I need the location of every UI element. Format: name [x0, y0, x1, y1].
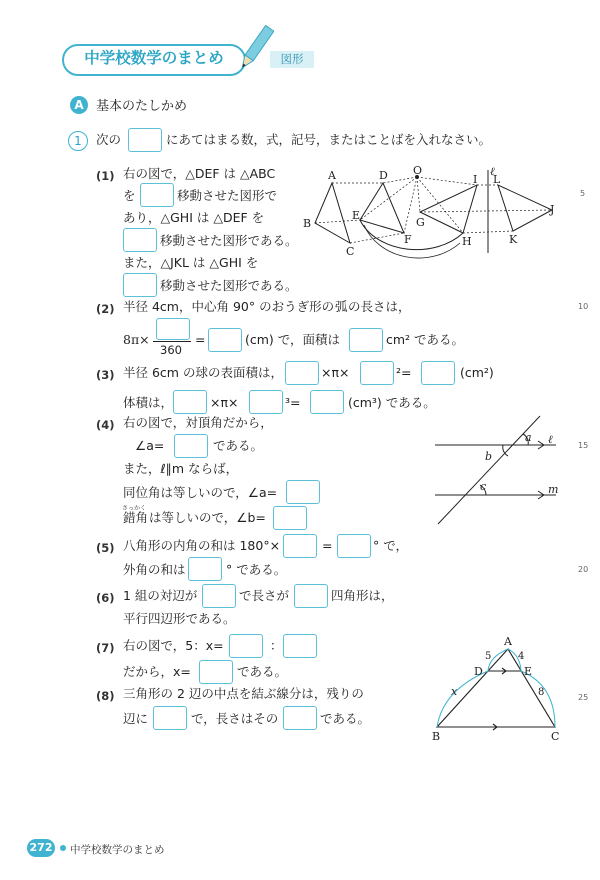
page-title: 中学校数学のまとめ — [84, 49, 224, 67]
label-m: m — [548, 483, 559, 496]
p3-squared: ²= — [396, 365, 412, 380]
fig1-label: D — [379, 169, 388, 182]
ruby-sakkaku: さっかく — [122, 505, 147, 512]
problem-8-number: (8) — [96, 689, 115, 703]
fig1-label: G — [416, 216, 425, 229]
question-text-pre: 次の — [96, 132, 122, 147]
p1-line5: また，△JKL は △GHI を — [123, 255, 259, 270]
fig1-label: E — [352, 209, 361, 222]
problem-2-number: (2) — [96, 302, 115, 316]
p2-denominator: 360 — [160, 343, 182, 357]
p6-answer-1[interactable] — [202, 584, 236, 608]
p3-answer-2[interactable] — [360, 361, 394, 385]
p7-answer-1[interactable] — [229, 634, 263, 658]
p8-answer-1[interactable] — [153, 706, 187, 730]
p3-answer-1[interactable] — [285, 361, 319, 385]
angle-b: b — [485, 450, 493, 463]
p6-line1a: 1 組の対辺が — [123, 588, 198, 603]
p1-line2a: を — [123, 188, 136, 203]
p2-answer-numerator[interactable] — [156, 318, 190, 340]
p7-answer-3[interactable] — [199, 660, 233, 684]
p3-answer-4[interactable] — [173, 390, 207, 414]
section-a-badge: A — [70, 96, 88, 114]
p2-tail: cm² である。 — [386, 332, 465, 347]
p6-line2: 平行四辺形である。 — [123, 611, 236, 626]
fig1-label: I — [473, 173, 478, 186]
vertex-b: B — [432, 730, 441, 743]
p4-line2b: である。 — [213, 438, 264, 453]
len-5: 5 — [485, 651, 492, 662]
p5-line2a: 外角の和は — [123, 562, 186, 577]
len-8: 8 — [538, 687, 545, 698]
problem-5-number: (5) — [96, 541, 115, 555]
question-number: 1 — [68, 131, 88, 151]
line-number: 15 — [578, 441, 589, 450]
p5-answer-3[interactable] — [188, 557, 222, 581]
p4-line1: 右の図で，対頂角だから， — [123, 415, 273, 430]
line-number: 20 — [578, 565, 589, 574]
p4-line5a: 錯角 — [123, 510, 149, 525]
vertex-e: E — [524, 665, 533, 678]
p1-answer-3[interactable] — [123, 273, 157, 297]
p3-answer-5[interactable] — [249, 390, 283, 414]
p4-answer-3[interactable] — [273, 506, 307, 530]
p4-line5b: は等しいので，∠b= — [149, 510, 266, 525]
figure-parallel-lines — [430, 412, 570, 527]
p4-line3: また，ℓ∥m ならば， — [123, 461, 239, 476]
fraction-bar — [153, 341, 191, 342]
line-number: 5 — [580, 189, 586, 198]
p4-answer-1[interactable] — [174, 434, 208, 458]
p5-answer-2[interactable] — [337, 534, 371, 558]
vertex-d: D — [474, 665, 483, 678]
p1-line4: 移動させた図形である。 — [160, 233, 298, 248]
p1-line3: あり，△GHI は △DEF を — [123, 210, 265, 225]
p8-line2c: である。 — [320, 711, 371, 726]
footer-text: 中学校数学のまとめ — [70, 844, 165, 856]
vertex-a: A — [504, 635, 512, 648]
fig1-label: L — [493, 173, 501, 186]
p5-eq: = — [322, 538, 333, 553]
fig1-label: C — [346, 245, 355, 258]
p3-unit2: (cm³) である。 — [348, 395, 436, 410]
p5-line2b: ° である。 — [226, 562, 287, 577]
triangle-def — [360, 183, 404, 233]
p6-answer-2[interactable] — [294, 584, 328, 608]
figure-midpoint-triangle — [425, 635, 585, 743]
p1-line2b: 移動させた図形で — [177, 188, 278, 203]
fig1-label: O — [413, 165, 423, 177]
p3-times-pi: ×π× — [321, 365, 350, 380]
line-number: 10 — [578, 302, 589, 311]
p3-answer-3[interactable] — [421, 361, 455, 385]
fig1-label: A — [328, 169, 336, 182]
problem-4-number: (4) — [96, 418, 115, 432]
p2-unit: (cm) で，面積は — [245, 332, 341, 347]
p2-answer-3[interactable] — [349, 328, 383, 352]
fig1-label: H — [462, 235, 472, 248]
p7-answer-2[interactable] — [283, 634, 317, 658]
p7-line2a: だから，x= — [123, 664, 191, 679]
p2-pre: 8π× — [123, 332, 150, 347]
answer-box[interactable] — [128, 128, 162, 152]
p7-colon: ： — [270, 638, 283, 653]
line-number: 25 — [578, 693, 589, 702]
p4-line4: 同位角は等しいので，∠a= — [123, 485, 278, 500]
p6-line1b: で長さが — [239, 588, 290, 603]
triangle-ghi — [420, 185, 477, 233]
pencil-icon — [238, 20, 274, 76]
p3-times-pi-2: ×π× — [210, 395, 239, 410]
p6-line1c: 四角形は， — [331, 588, 394, 603]
triangle-abc — [315, 183, 350, 243]
p3-cubed: ³= — [285, 395, 301, 410]
p2-arc-char: 弧 — [335, 299, 348, 314]
footer-dot — [60, 845, 66, 851]
p2-line1c: の長さは， — [348, 299, 411, 314]
problem-6-number: (6) — [96, 591, 115, 605]
problem-3-number: (3) — [96, 368, 115, 382]
fig1-label: ℓ — [490, 165, 495, 178]
p3-unit1: (cm²) — [460, 365, 494, 380]
p1-line6: 移動させた図形である。 — [160, 278, 298, 293]
problem-1-number: (1) — [96, 169, 115, 183]
vertex-c: C — [551, 730, 560, 743]
p4-answer-2[interactable] — [286, 480, 320, 504]
p7-line2b: である。 — [237, 664, 288, 679]
p3-line2: 体積は， — [123, 395, 174, 410]
figure-transformations — [300, 165, 565, 275]
p8-line1: 三角形の 2 辺の中点を結ぶ線分は，残りの — [123, 686, 364, 701]
p8-answer-2[interactable] — [283, 706, 317, 730]
p5-line1a: 八角形の内角の和は 180°× — [123, 538, 281, 553]
p1-answer-1[interactable] — [140, 183, 174, 207]
p2-answer-2[interactable] — [208, 328, 242, 352]
fig1-label: J — [550, 203, 555, 216]
p7-line1a: 右の図で，5：x= — [123, 638, 224, 653]
angle-c: c — [480, 480, 487, 493]
topic-tag: 図形 — [270, 51, 314, 68]
p1-answer-2[interactable] — [123, 228, 157, 252]
p5-answer-1[interactable] — [283, 534, 317, 558]
len-x: x — [451, 685, 458, 698]
question-text: にあてはまる数，式，記号，またはことばを入れなさい。 — [166, 132, 492, 147]
p2-line1a: 半径 4cm，中心角 90° のおうぎ形の — [123, 299, 335, 314]
p8-line2b: で，長さはその — [191, 711, 279, 726]
fig1-label: F — [404, 233, 412, 246]
problem-7-number: (7) — [96, 641, 115, 655]
arc-2 — [364, 225, 460, 258]
triangle-jkl — [498, 185, 555, 231]
label-l: ℓ — [548, 433, 553, 446]
p1-line1: 右の図で，△DEF は △ABC — [123, 166, 276, 181]
angle-a: a — [525, 431, 532, 444]
p8-line2a: 辺に — [123, 711, 149, 726]
p3-line1: 半径 6cm の球の表面積は， — [123, 365, 283, 380]
fig1-label: K — [509, 233, 518, 246]
section-title: 基本のたしかめ — [96, 99, 188, 114]
p2-eq: = — [195, 332, 206, 347]
p4-line2a: ∠a= — [135, 438, 165, 453]
page-number-badge: 272 — [27, 839, 55, 857]
len-4: 4 — [518, 651, 525, 662]
p5-line1b: ° で， — [373, 538, 408, 553]
p3-answer-6[interactable] — [310, 390, 344, 414]
fig1-label: B — [303, 217, 312, 230]
